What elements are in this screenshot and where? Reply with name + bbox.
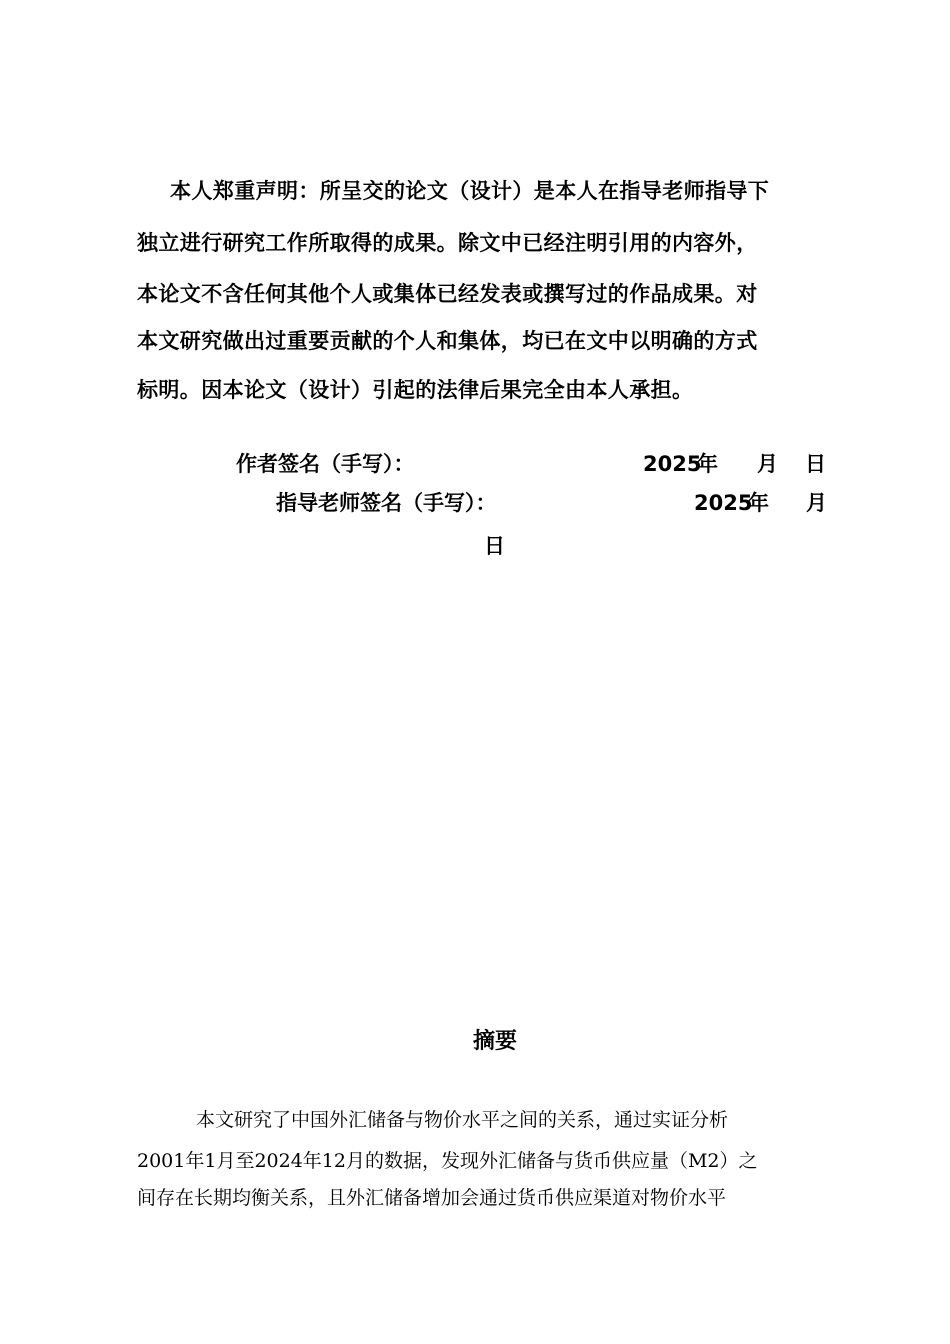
advisor-signature-year-char: 年 [748,491,769,515]
advisor-signature-month-char: 月 [806,491,827,515]
abstract-line: 本文研究了中国外汇储备与物价水平之间的关系，通过实证分析 [196,1109,729,1131]
advisor-signature-label: 指导老师签名（手写）： [276,491,497,515]
declaration-line: 本人郑重声明：所呈交的论文（设计）是本人在指导老师指导下 [170,179,770,203]
author-signature-day-char: 日 [805,452,826,476]
advisor-signature-year: 2025 [694,491,753,515]
declaration-line: 独立进行研究工作所取得的成果。除文中已经注明引用的内容外， [137,231,758,255]
declaration-line: 本文研究做出过重要贡献的个人和集体，均已在文中以明确的方式 [137,329,758,353]
declaration-line: 标明。因本论文（设计）引起的法律后果完全由本人承担。 [137,378,694,402]
advisor-signature-day-char: 日 [484,534,505,558]
author-signature-year-char: 年 [697,452,718,476]
declaration-line: 本论文不含任何其他个人或集体已经发表或撰写过的作品成果。对 [137,282,758,306]
author-signature-month-char: 月 [757,452,778,476]
abstract-line: 间存在长期均衡关系，且外汇储备增加会通过货币供应渠道对物价水平 [137,1187,727,1209]
abstract-line: 2001年1月至2024年12月的数据，发现外汇储备与货币供应量（M2）之 [137,1150,758,1172]
author-signature-year: 2025 [643,452,702,476]
abstract-title: 摘要 [472,1029,517,1054]
author-signature-label: 作者签名（手写）： [236,452,415,476]
